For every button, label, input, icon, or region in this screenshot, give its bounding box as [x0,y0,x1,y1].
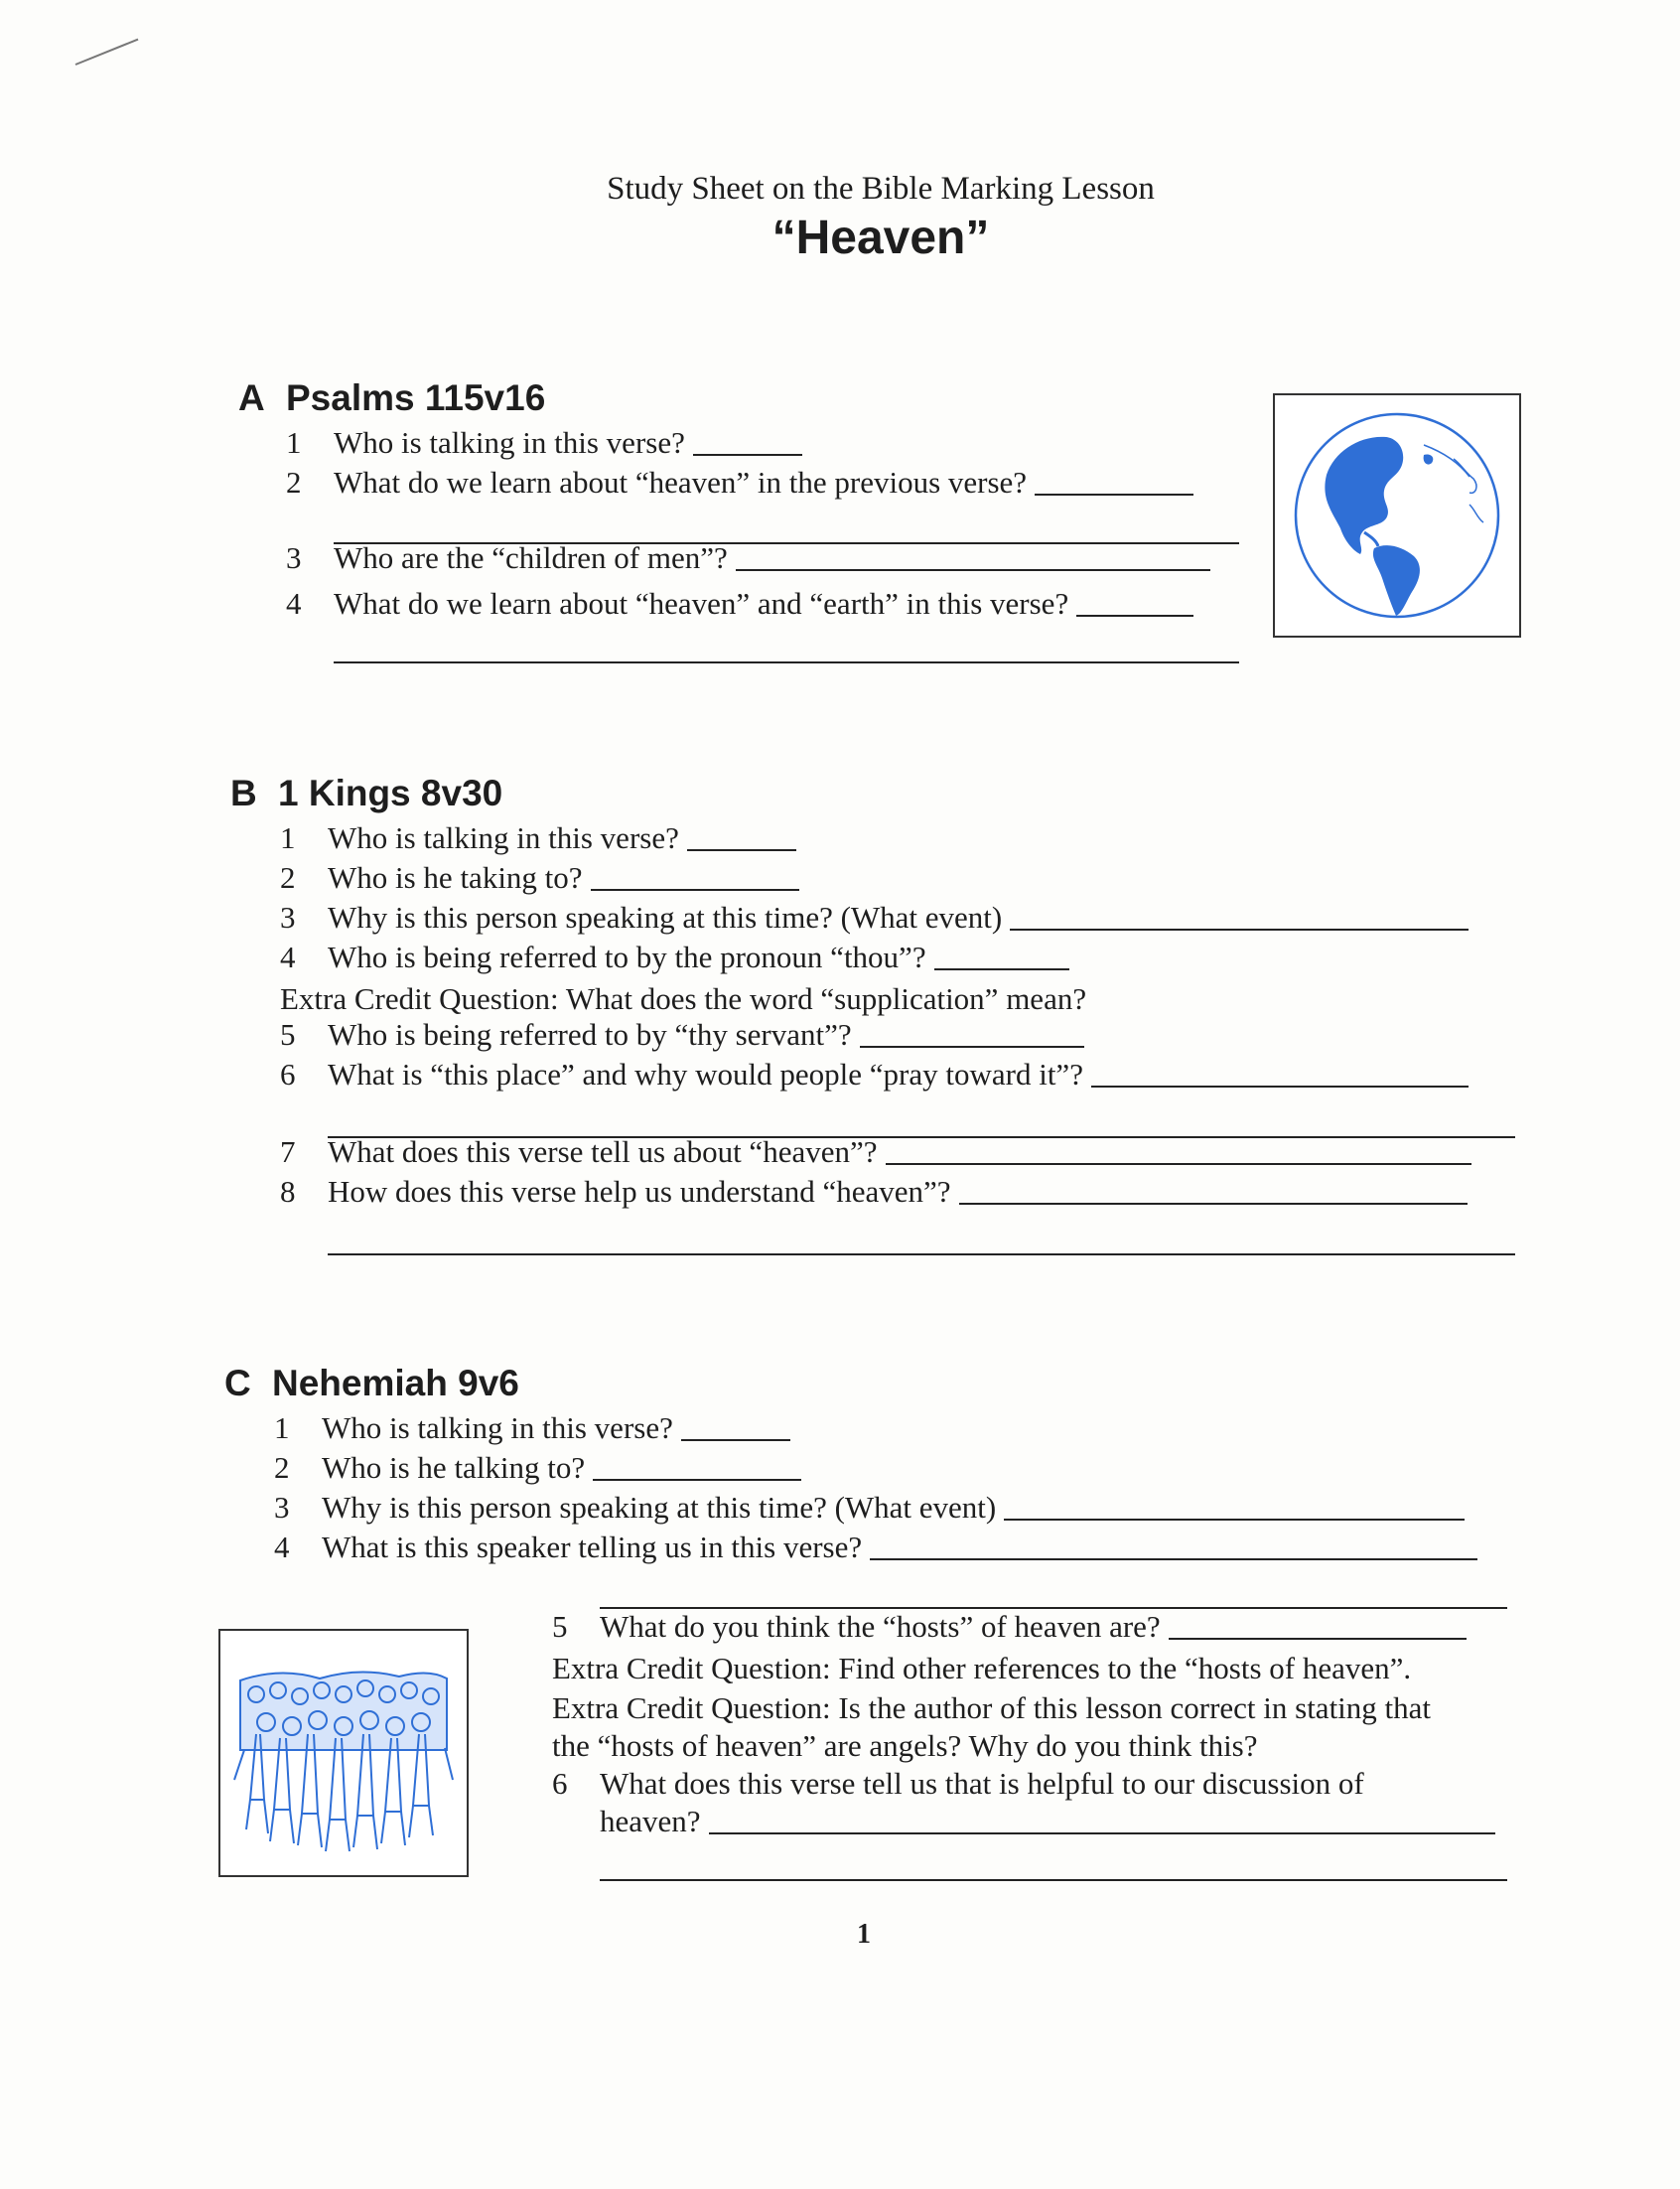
question-text: What is this speaker telling us in this verse? [322,1530,863,1564]
question-text: What do we learn about “heaven” in the previous verse? [334,465,1028,500]
section-a-heading [238,377,545,419]
answer-blank[interactable] [709,1832,1495,1834]
section-b-letter: B [230,773,257,813]
section-a-question-1: 1 Who is talking in this verse? [286,425,802,461]
question-text: Who is being referred to by the pronoun “thou”? [328,940,926,974]
question-text: heaven? [600,1804,701,1838]
section-c-question-5: 5 What do you think the “hosts” of heaven are? [552,1609,1467,1645]
section-b-question-4: 4 Who is being referred to by the pronoun “thou”? [280,940,1069,975]
section-c-question-6-line-2 [600,1804,1495,1839]
question-text: Who is being referred to by “thy servant”? [328,1017,852,1052]
question-text: What do you think the “hosts” of heaven are? [600,1609,1161,1644]
answer-blank[interactable] [959,1203,1468,1205]
section-b-question-5: 5 Who is being referred to by “thy servant”? [280,1017,1084,1053]
question-text: Who is he talking to? [322,1450,586,1485]
section-b-heading [230,773,502,814]
section-c-extra-credit-2-line-2: the “hosts of heaven” are angels? Why do you think this? [552,1728,1258,1763]
question-text: Why is this person speaking at this time? (What event) [328,900,1003,935]
section-c-question-6: 6 What does this verse tell us that is helpful to our discussion of [552,1766,1364,1801]
answer-blank[interactable] [693,454,802,456]
answer-blank[interactable] [681,1439,790,1441]
question-text: What do we learn about “heaven” and “earth” in this verse? [334,586,1069,621]
globe-illustration [1273,393,1521,638]
question-text: Who are the “children of men”? [334,540,728,575]
answer-blank[interactable] [1091,1086,1469,1088]
question-text: Who is he taking to? [328,860,583,895]
section-b-question-7: 7 What does this verse tell us about “heaven”? [280,1134,1471,1170]
section-a-question-2: 2 What do we learn about “heaven” in the previous verse? [286,465,1193,501]
section-c-question-3: 3 Why is this person speaking at this time? (What event) [274,1490,1465,1526]
section-b-question-1: 1 Who is talking in this verse? [280,820,796,856]
answer-line[interactable] [334,661,1239,663]
answer-blank[interactable] [687,849,796,851]
crowd-icon [220,1631,467,1875]
answer-blank[interactable] [1169,1638,1467,1640]
question-text: Why is this person speaking at this time? (What event) [322,1490,997,1525]
page-number: 1 [857,1919,871,1950]
question-text: What does this verse tell us that is helpful to our discussion of [600,1766,1364,1801]
question-text: How does this verse help us understand “heaven”? [328,1174,951,1209]
answer-blank[interactable] [860,1046,1084,1048]
answer-blank[interactable] [886,1163,1471,1165]
section-b-extra-credit: Extra Credit Question: What does the word “supplication” mean? [280,981,1087,1016]
section-c-question-1: 1 Who is talking in this verse? [274,1410,790,1446]
question-text: Who is talking in this verse? [334,425,685,460]
section-c-question-4: 4 What is this speaker telling us in this verse? [274,1530,1477,1565]
answer-blank[interactable] [1035,494,1193,496]
question-text: What is “this place” and why would people “pray toward it”? [328,1057,1083,1092]
globe-icon [1275,395,1519,636]
question-text: Who is talking in this verse? [322,1410,673,1445]
section-b-question-2: 2 Who is he taking to? [280,860,799,896]
answer-blank[interactable] [736,569,1210,571]
page-title: “Heaven” [771,212,990,264]
answer-blank[interactable] [591,889,799,891]
answer-blank[interactable] [1076,615,1193,617]
section-a-question-4: 4 What do we learn about “heaven” and “earth” in this verse? [286,586,1193,622]
answer-blank[interactable] [1004,1519,1465,1521]
answer-blank[interactable] [593,1479,801,1481]
section-c-extra-credit-2-line-1: Extra Credit Question: Is the author of this lesson correct in stating that [552,1690,1432,1725]
answer-line[interactable] [328,1253,1515,1255]
section-c-extra-credit-1: Extra Credit Question: Find other references to the “hosts of heaven”. [552,1651,1412,1685]
section-a-question-3: 3 Who are the “children of men”? [286,540,1210,576]
answer-blank[interactable] [934,968,1069,970]
section-a-reference: Psalms 115v16 [286,377,546,418]
answer-blank[interactable] [1010,929,1469,931]
section-b-reference: 1 Kings 8v30 [278,773,503,813]
section-c-letter: C [224,1363,251,1403]
section-b-question-3: 3 Why is this person speaking at this time? (What event) [280,900,1469,936]
question-text: What does this verse tell us about “heaven”? [328,1134,878,1169]
section-b-question-6: 6 What is “this place” and why would people “pray toward it”? [280,1057,1469,1093]
question-text: Who is talking in this verse? [328,820,679,855]
section-b-question-8: 8 How does this verse help us understand “heaven”? [280,1174,1468,1210]
section-c-heading [224,1363,519,1404]
header-subtitle: Study Sheet on the Bible Marking Lesson [607,171,1155,207]
crowd-illustration [218,1629,469,1877]
section-a-letter: A [238,377,265,418]
answer-blank[interactable] [870,1558,1477,1560]
section-c-reference: Nehemiah 9v6 [272,1363,519,1403]
pen-mark [75,39,139,66]
answer-line[interactable] [600,1879,1507,1881]
section-c-question-2: 2 Who is he talking to? [274,1450,801,1486]
